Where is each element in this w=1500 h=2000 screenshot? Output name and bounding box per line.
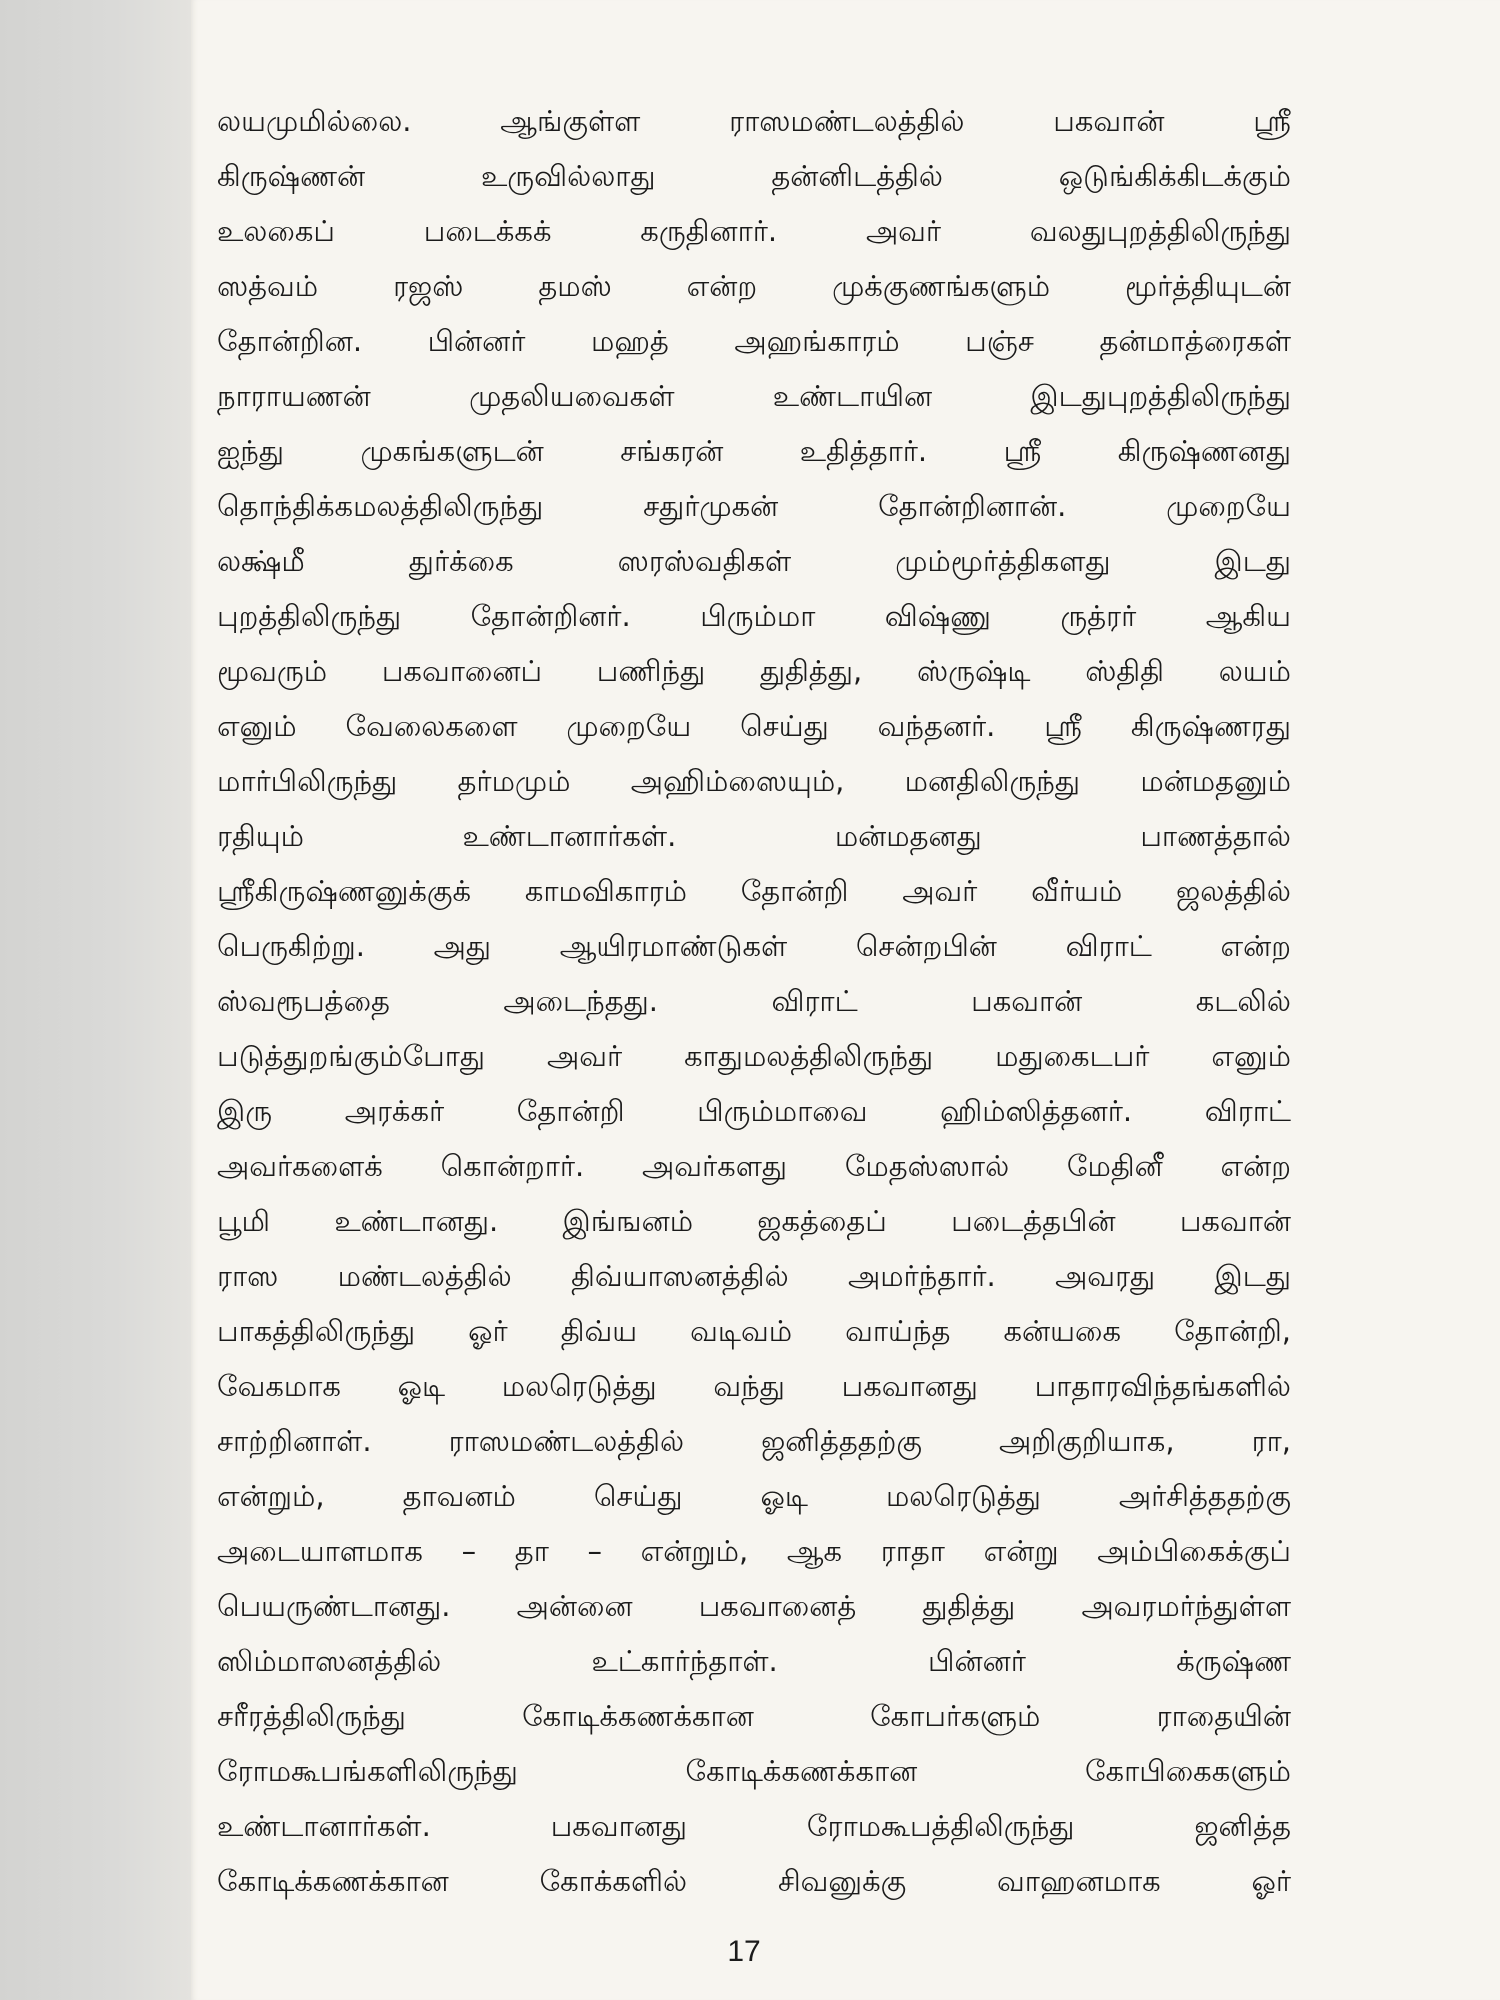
- text-line: பெருகிற்று. அது ஆயிரமாண்டுகள் சென்றபின் விராட் என்ற: [217, 929, 1291, 963]
- text-line: சாற்றினாள். ராஸமண்டலத்தில் ஜனித்ததற்கு அறிகுறியாக, ரா,: [217, 1424, 1291, 1458]
- text-line: தொந்திக்கமலத்திலிருந்து சதுர்முகன் தோன்றினான். முறையே: [217, 489, 1291, 523]
- text-line: பூமி உண்டானது. இங்ஙனம் ஜகத்தைப் படைத்தபின் பகவான்: [217, 1204, 1291, 1238]
- text-line: லயமுமில்லை. ஆங்குள்ள ராஸமண்டலத்தில் பகவான் ஸ்ரீ: [217, 104, 1291, 138]
- text-line: ஐந்து முகங்களுடன் சங்கரன் உதித்தார். ஸ்ரீ கிருஷ்ணனது: [217, 434, 1291, 468]
- text-line: எனும் வேலைகளை முறையே செய்து வந்தனர். ஸ்ரீ கிருஷ்ணரது: [217, 709, 1291, 743]
- text-line: நாராயணன் முதலியவைகள் உண்டாயின இடதுபுறத்திலிருந்து: [217, 379, 1291, 413]
- text-line: வேகமாக ஓடி மலரெடுத்து வந்து பகவானது பாதாரவிந்தங்களில்: [217, 1369, 1291, 1403]
- text-line: பாகத்திலிருந்து ஓர் திவ்ய வடிவம் வாய்ந்த கன்யகை தோன்றி,: [217, 1314, 1291, 1348]
- text-line: ராஸ மண்டலத்தில் திவ்யாஸனத்தில் அமர்ந்தார். அவரது இடது: [217, 1259, 1291, 1293]
- binding-gutter: [0, 0, 191, 2000]
- text-line: அவர்களைக் கொன்றார். அவர்களது மேதஸ்ஸால் மேதினீ என்ற: [217, 1149, 1291, 1183]
- text-line: மூவரும் பகவானைப் பணிந்து துதித்து, ஸ்ருஷ்டி ஸ்திதி லயம்: [217, 654, 1291, 688]
- text-line: கோடிக்கணக்கான கோக்களில் சிவனுக்கு வாஹனமாக ஓர்: [217, 1864, 1291, 1898]
- text-line: ரதியும் உண்டானார்கள். மன்மதனது பாணத்தால்: [217, 819, 1291, 853]
- page-number: 17: [727, 1935, 761, 1968]
- text-line: ரோமகூபங்களிலிருந்து கோடிக்கணக்கான கோபிகைகளும்: [217, 1754, 1291, 1788]
- text-line: ஸத்வம் ரஜஸ் தமஸ் என்ற முக்குணங்களும் மூர்த்தியுடன்: [217, 269, 1291, 303]
- text-line: மார்பிலிருந்து தர்மமும் அஹிம்ஸையும், மனதிலிருந்து மன்மதனும்: [217, 764, 1291, 798]
- text-line: உலகைப் படைக்கக் கருதினார். அவர் வலதுபுறத்திலிருந்து: [217, 214, 1291, 248]
- text-line: உண்டானார்கள். பகவானது ரோமகூபத்திலிருந்து ஜனித்த: [217, 1809, 1291, 1843]
- text-line: பெயருண்டானது. அன்னை பகவானைத் துதித்து அவரமர்ந்துள்ள: [217, 1589, 1291, 1623]
- text-line: புறத்திலிருந்து தோன்றினர். பிரும்மா விஷ்ணு ருத்ரர் ஆகிய: [217, 599, 1291, 633]
- text-line: தோன்றின. பின்னர் மஹத் அஹங்காரம் பஞ்ச தன்மாத்ரைகள்: [217, 324, 1291, 358]
- body-text: [217, 94, 1291, 1909]
- text-line: அடையாளமாக – தா – என்றும், ஆக ராதா என்று அம்பிகைக்குப்: [217, 1534, 1291, 1568]
- text-line: ஸிம்மாஸனத்தில் உட்கார்ந்தாள். பின்னர் க்ருஷ்ண: [217, 1644, 1291, 1678]
- text-line: கிருஷ்ணன் உருவில்லாது தன்னிடத்தில் ஒடுங்கிக்கிடக்கும்: [217, 159, 1291, 193]
- text-line: படுத்துறங்கும்போது அவர் காதுமலத்திலிருந்து மதுகைடபர் எனும்: [217, 1039, 1291, 1073]
- text-line: ஸ்வரூபத்தை அடைந்தது. விராட் பகவான் கடலில்: [217, 984, 1291, 1018]
- text-line: என்றும், தாவனம் செய்து ஓடி மலரெடுத்து அர்சித்ததற்கு: [217, 1479, 1291, 1513]
- text-line: லக்ஷ்மீ துர்க்கை ஸரஸ்வதிகள் மும்மூர்த்திகளது இடது: [217, 544, 1291, 578]
- text-line: ஸ்ரீகிருஷ்ணனுக்குக் காமவிகாரம் தோன்றி அவர் வீர்யம் ஜலத்தில்: [217, 874, 1291, 908]
- text-line: சரீரத்திலிருந்து கோடிக்கணக்கான கோபர்களும் ராதையின்: [217, 1699, 1291, 1733]
- text-line: இரு அரக்கர் தோன்றி பிரும்மாவை ஹிம்ஸித்தனர். விராட்: [217, 1094, 1291, 1128]
